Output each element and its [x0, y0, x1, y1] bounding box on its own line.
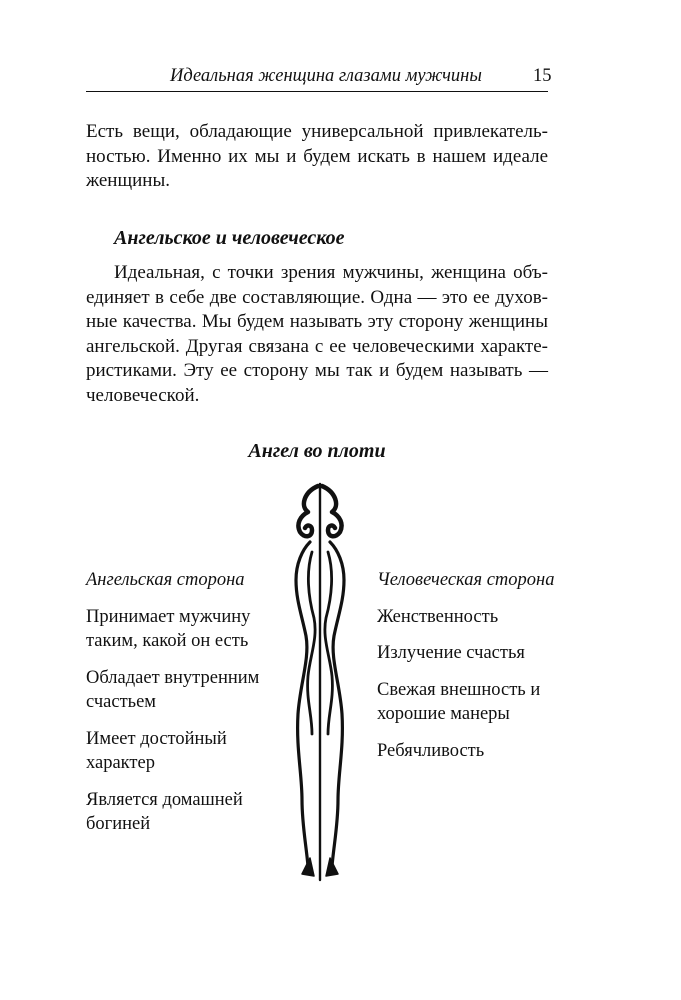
running-header: [0, 62, 681, 90]
human-trait: Свежая внешность и хорошие манеры: [377, 679, 541, 724]
diagram-title: Ангел во плоти: [248, 440, 386, 462]
angelic-trait: Имеет достойный характер: [86, 728, 227, 773]
section-heading: Ангельское и человеческое: [114, 227, 345, 249]
section-line: единяет в себе две составляющие. Одна — это ее духов-: [86, 286, 548, 308]
header-rule: [86, 91, 548, 92]
angelic-side-column: [86, 568, 286, 849]
human-trait: Излучение счастья: [377, 643, 525, 663]
intro-paragraph: [86, 120, 548, 194]
section-line: Идеальная, с точки зрения мужчины, женщина объ-: [114, 262, 548, 283]
human-side-heading: Человеческая сторона: [377, 570, 555, 590]
section-paragraph: [86, 261, 548, 408]
section-line: ные качества. Мы будем называть эту сторону женщины: [86, 311, 548, 332]
angelic-trait: Принимает мужчину таким, какой он есть: [86, 606, 251, 651]
human-trait: Женственность: [377, 606, 499, 627]
intro-line: ностью. Именно их мы и будем искать в нашем идеале: [86, 145, 548, 167]
running-header-title: Идеальная женщина глазами мужчины: [170, 66, 482, 86]
angelic-trait: Является домашней богиней: [86, 789, 243, 834]
angelic-side-heading: Ангельская сторона: [86, 570, 245, 590]
section-line: ангельской. Другая связана с ее человеческими характе-: [86, 335, 548, 357]
angelic-trait: Обладает внутренним счастьем: [86, 667, 260, 712]
intro-line: женщины.: [86, 170, 170, 191]
section-line: ристиками. Эту ее сторону мы так и будем называть —: [86, 360, 548, 381]
woman-silhouette-icon: [280, 478, 360, 886]
intro-line: Есть вещи, обладающие универсальной привлекатель-: [86, 121, 548, 142]
human-trait: Ребячливость: [377, 740, 485, 761]
page-number: 15: [533, 66, 552, 86]
section-line: человеческой.: [86, 384, 200, 406]
human-side-column: [377, 568, 567, 775]
